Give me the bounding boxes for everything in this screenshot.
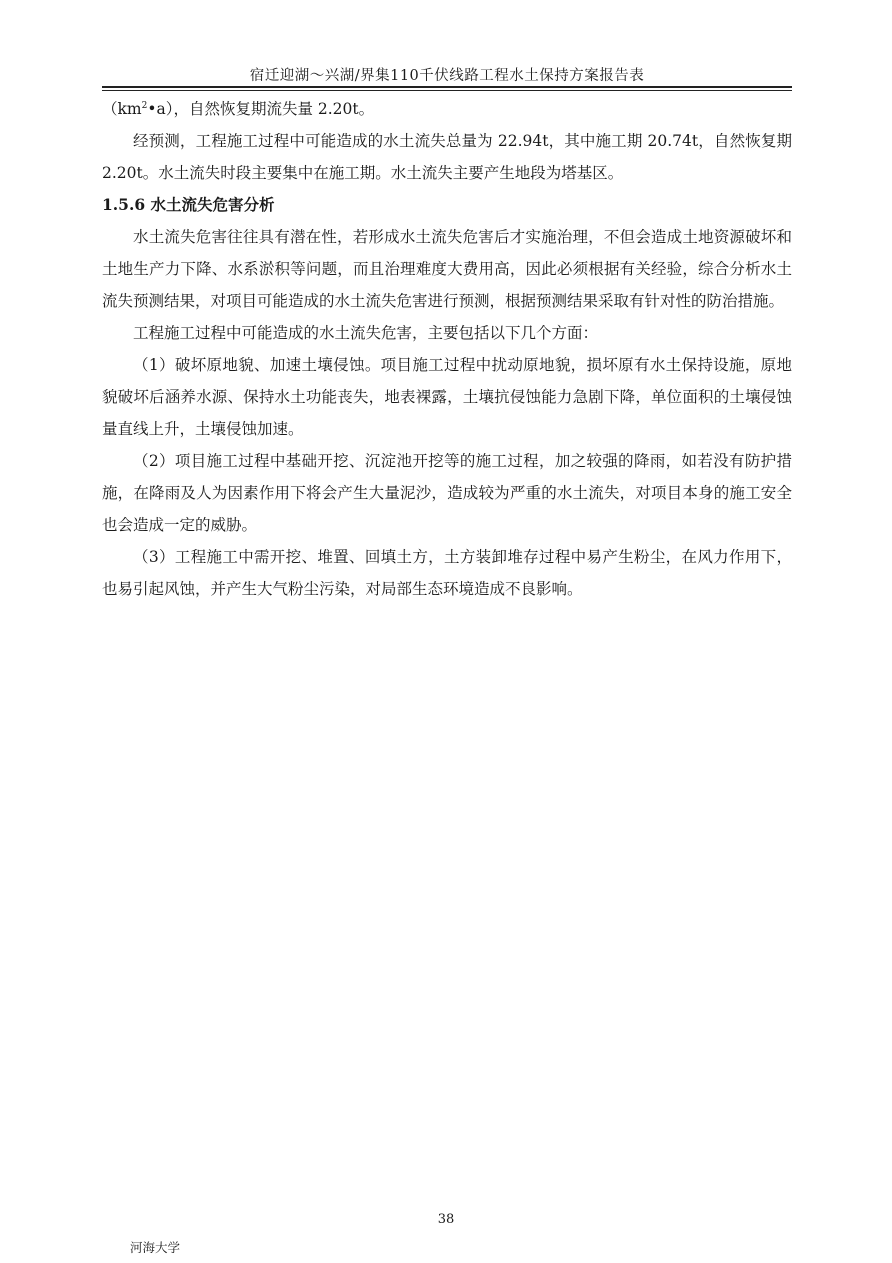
paragraph-hazard-list-intro: 工程施工过程中可能造成的水土流失危害，主要包括以下几个方面： — [133, 324, 599, 342]
paragraph-unit-continuation: $(km^2•a)$，自然恢复期流失量 2.20t。 — [102, 100, 375, 118]
paragraph-hazard-2: （2）项目施工过程中基础开挖、沉淀池开挖等的施工过程，加之较强的降雨，如若没有防护措施，在降雨及人为因素作用下将会产生大量泥沙，造成较为严重的水土流失，对项目本身的施工安全也会造成一定的威胁。 — [102, 452, 792, 534]
document-body — [102, 93, 792, 605]
header-rule-thin — [102, 90, 792, 91]
page-number: 38 — [437, 1212, 455, 1227]
running-header: 宿迁迎湖～兴湖/界集110千伏线路工程水土保持方案报告表 — [249, 68, 645, 84]
paragraph-hazard-1: （1）破坏原地貌、加速土壤侵蚀。项目施工过程中扰动原地貌，损坏原有水土保持设施，原地貌破坏后涵养水源、保持水土功能丧失，地表裸露，土壤抗侵蚀能力急剧下降，单位面积的土壤侵蚀量直线上升，土壤侵蚀加速。 — [102, 356, 792, 438]
section-heading: 1.5.6 水土流失危害分析 — [102, 195, 275, 214]
paragraph-hazard-intro: 水土流失危害往往具有潜在性，若形成水土流失危害后才实施治理，不但会造成土地资源破坏和土地生产力下降、水系淤积等问题，而且治理难度大费用高，因此必须根据有关经验，综合分析水土流失预测结果，对项目可能造成的水土流失危害进行预测，根据预测结果采取有针对性的防治措施。 — [102, 228, 792, 310]
footer-institution: 河海大学 — [130, 1240, 181, 1255]
paragraph-prediction-total: 经预测，工程施工过程中可能造成的水土流失总量为 22.94t，其中施工期 20.74t，自然恢复期 2.20t。水土流失时段主要集中在施工期。水土流失主要产生地段为塔基区。 — [102, 132, 792, 182]
paragraph-hazard-3: （3）工程施工中需开挖、堆置、回填土方，土方装卸堆存过程中易产生粉尘，在风力作用下，也易引起风蚀，并产生大气粉尘污染，对局部生态环境造成不良影响。 — [102, 548, 792, 598]
header-rule-thick — [102, 86, 792, 88]
